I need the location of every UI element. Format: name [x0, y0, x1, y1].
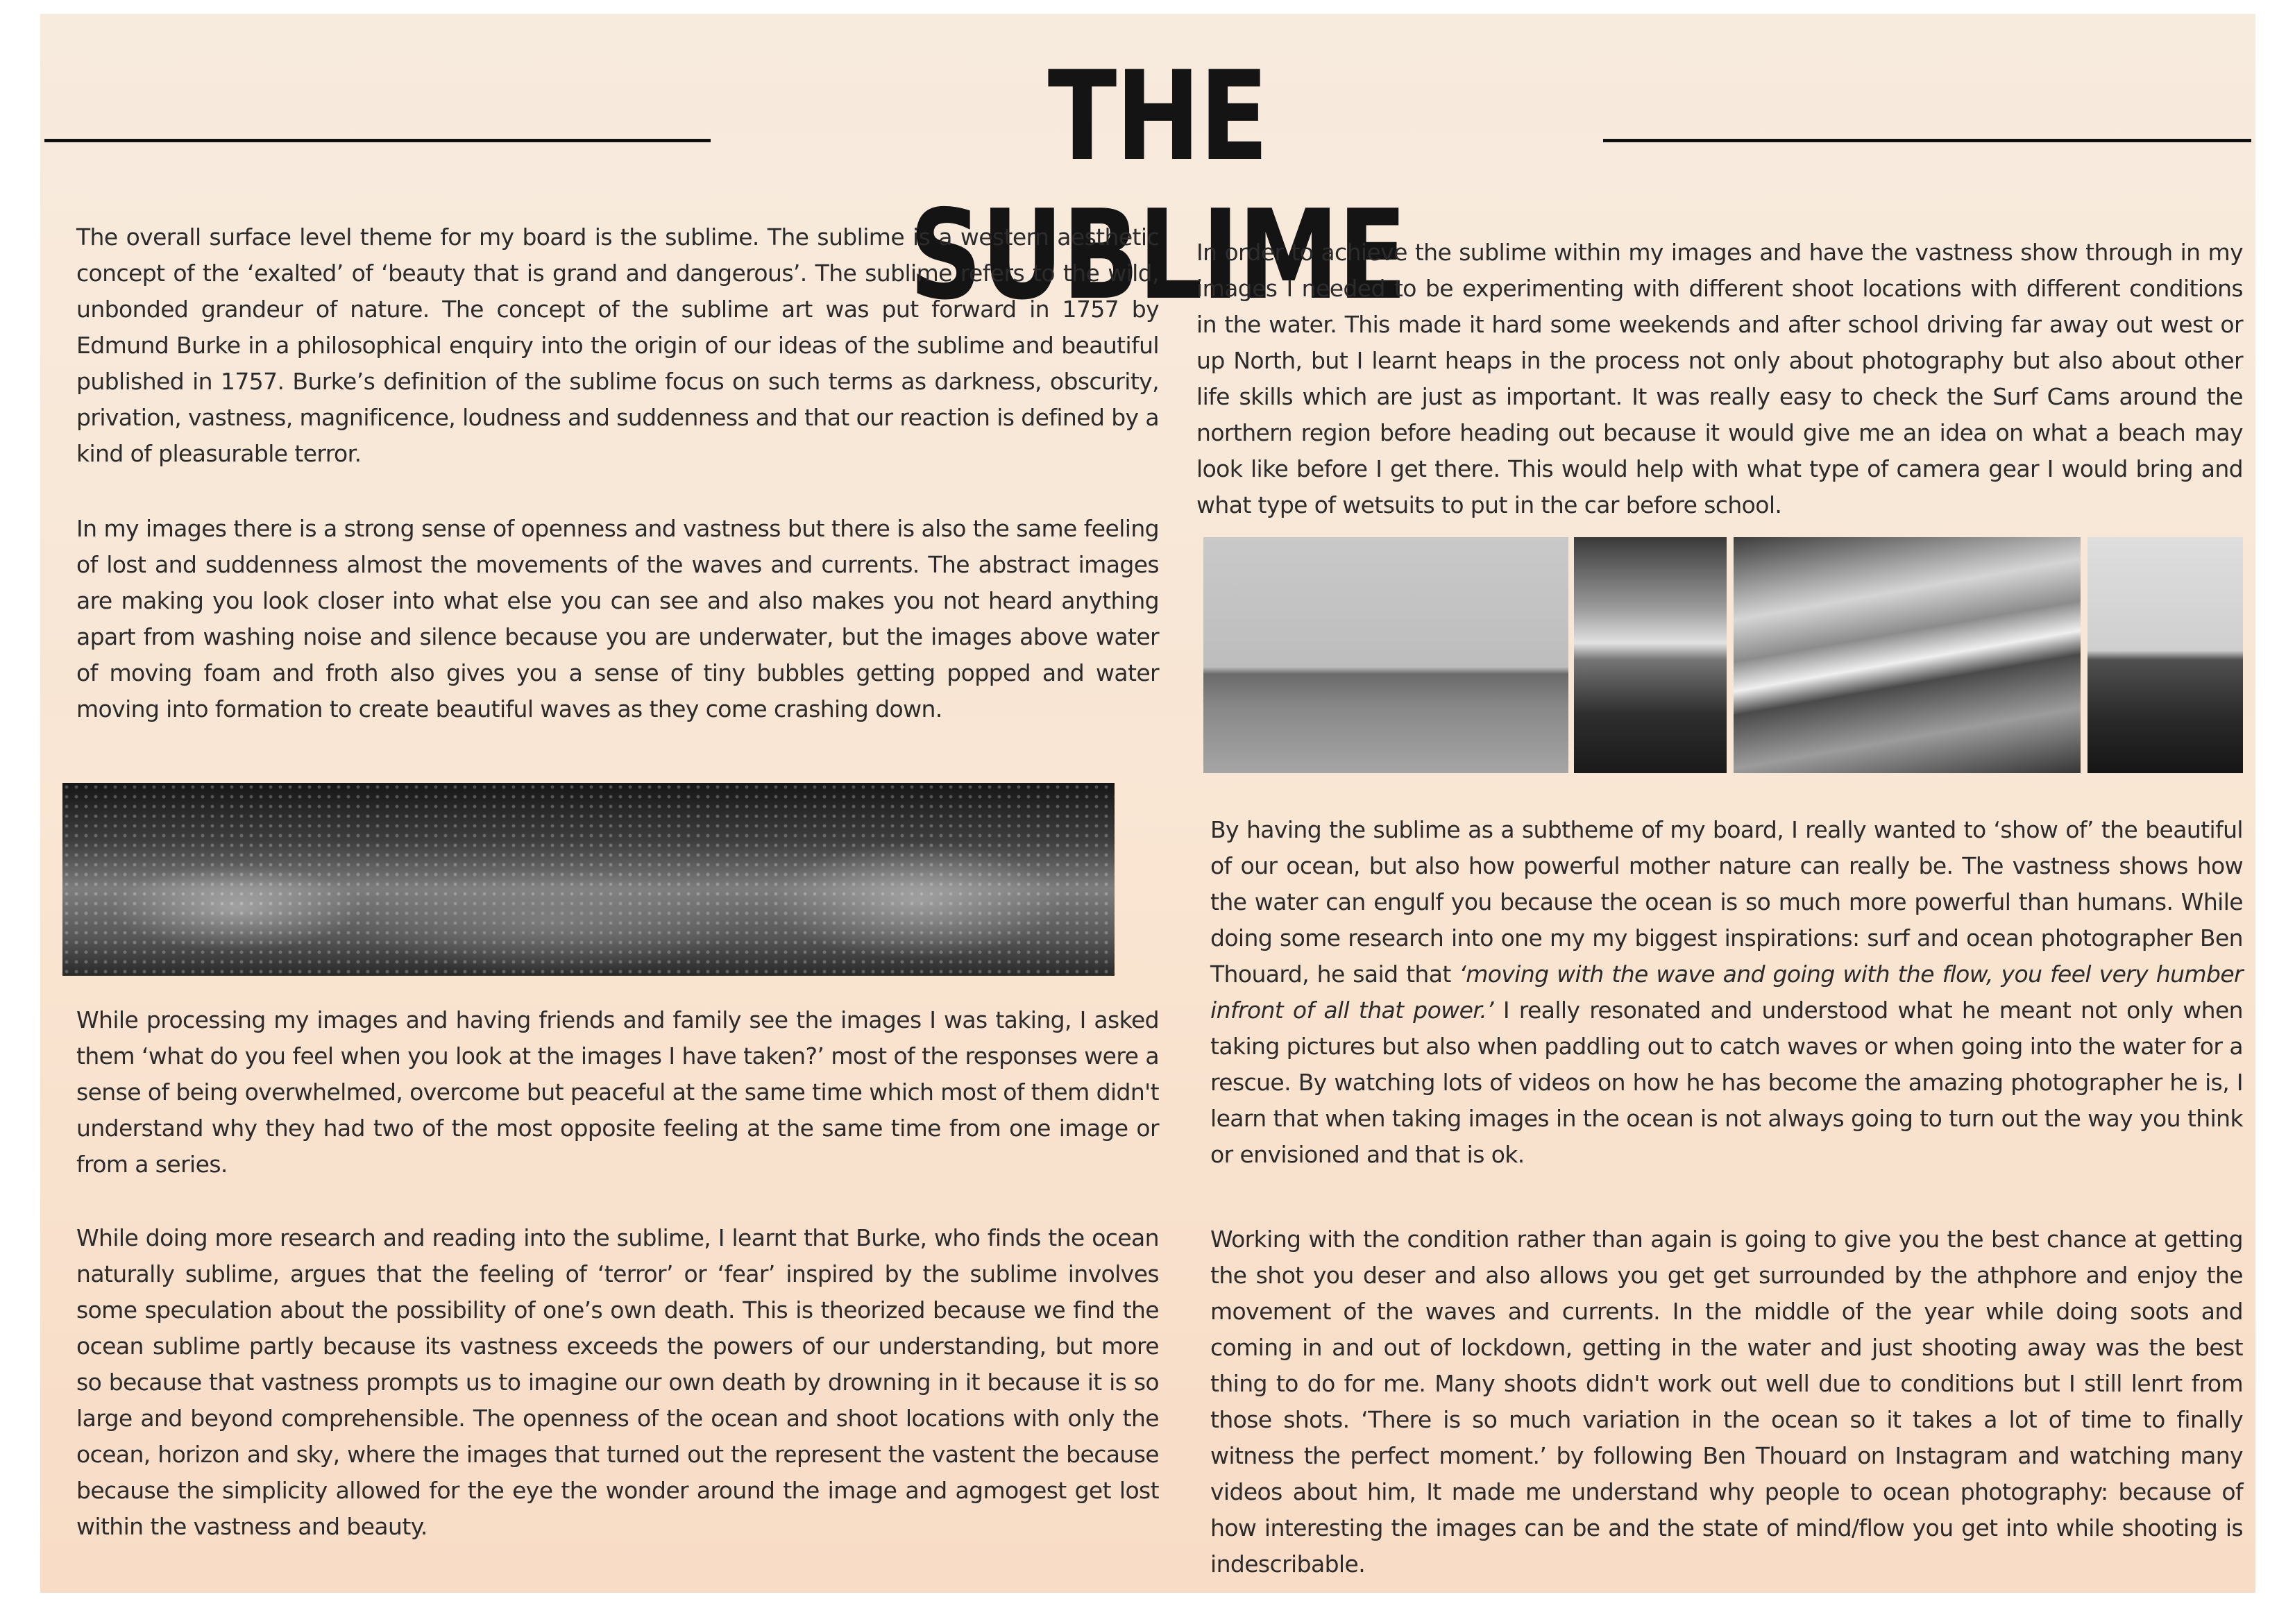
paragraph-shoot-locations: In order to achieve the sublime within my images and have the vastness show through in my images I needed to be experimenting with different shoot locations with different conditions in the water. This made it hard some weekends and after school driving far away out west or up North, but I learnt heaps in the process not only about photography but also about other life skills which are just as important. It was really easy to check the Surf Cams around the northern region before heading out because it would give me an idea on what a beach may look like before I get there. This would help with what type of camera gear I would bring and what type of wetsuits to put in the car before school. [1196, 239, 2243, 518]
ocean-horizon-photo-1 [1203, 537, 1568, 773]
paragraph-burke-research: While doing more research and reading into the sublime, I learnt that Burke, who finds the ocean naturally sublime, argues that the feeling of ‘terror’ or ‘fear’ inspired by the sublime involves some speculation about the possibility of one’s own death. This is theorized because we find the ocean sublime partly because its vastness exceeds the powers of our understanding, but more so because that vastness prompts us to imagine our own death by drowning in it because it is so large and beyond comprehensible. The openness of the ocean and shoot locations with only the ocean, horizon and sky, where the images that turned out the represent the vastent the because because the simplicity allowed for the eye the wonder around the image and agmogest get lost within the vastness and beauty. [76, 1224, 1159, 1540]
page-title: THE SUBLIME [909, 44, 1406, 327]
title-rule-left [44, 139, 711, 142]
ocean-horizon-photo-3 [1734, 537, 2081, 773]
title-rule-right [1603, 139, 2251, 142]
paragraph-friends-feedback: While processing my images and having friends and family see the images I was taking, I asked them ‘what do you feel when you look at the images I have taken?’ most of the responses were a sense of being overwhelmed, overcome but peaceful at the same time which most of them didn't understand why they had two of the most opposite feeling at the same time from one image or from a series. [76, 1006, 1159, 1178]
title-row [40, 44, 2255, 327]
foam-water-photo [62, 783, 1115, 976]
paragraph-ben-thouard-rest: I really resonated and understood what he meant not only when taking pictures but also when paddling out to catch waves or when going into the water for a rescue. By watching lots of videos on how he has become the amazing photographer he is, I learn that when taking images in the ocean is not always going to turn out the way you think or envisioned and that is ok. [1210, 997, 2243, 1168]
paragraph-sublime-definition: The overall surface level theme for my board is the sublime. The sublime is a western aesthetic concept of the ‘exalted’ of ‘beauty that is grand and dangerous’. The sublime refers to the wild, unbonded grandeur of nature. The concept of the sublime art was put forward in 1757 by Edmund Burke in a philosophical enquiry into the origin of our ideas of the sublime and beautiful published in 1757. Burke’s definition of the sublime focus on such terms as darkness, obscurity, privation, vastness, magnificence, loudness and suddenness and that our reaction is defined by a kind of pleasurable terror. [76, 223, 1159, 467]
ben-thouard-quote: ‘moving with the wave and going with the flow, you feel very humber infront of all that power.’ [1210, 961, 2243, 1024]
ocean-horizon-photo-4 [2087, 537, 2243, 773]
paragraph-ben-thouard-intro: By having the sublime as a subtheme of my board, I really wanted to ‘show of’ the beautiful of our ocean, but also how powerful mother nature can really be. The vastness shows how the water can engulf you because the ocean is so much more powerful than humans. While doing some research into one my my biggest inspirations: surf and ocean photographer Ben Thouard, he said that [1210, 816, 2243, 988]
ocean-horizon-photo-2 [1574, 537, 1727, 773]
paragraph-ben-thouard [1210, 812, 2243, 1173]
poster-board [40, 14, 2255, 1593]
paragraph-openness-vastness: In my images there is a strong sense of openness and vastness but there is also the same feeling of lost and suddenness almost the movements of the waves and currents. The abstract images are making you look closer into what else you can see and also makes you not heard anything apart from washing noise and silence because you are underwater, but the images above water of moving foam and froth also gives you a sense of tiny bubbles getting popped and water moving into formation to create beautiful waves as they come crashing down. [76, 515, 1159, 722]
paragraph-working-with-conditions: Working with the condition rather than again is going to give you the best chance at getting the shot you deser and also allows you get get surrounded by the athphore and enjoy the movement of the waves and currents. In the middle of the year while doing soots and coming in and out of lockdown, getting in the water and just shooting away was the best thing to do for me. Many shoots didn't work out well due to conditions but I still lenrt from those shots. ‘There is so much variation in the ocean so it takes a lot of time to finally witness the perfect moment.’ by following Ben Thouard on Instagram and watching many videos about him, It made me understand why people to ocean photography: because of how interesting the images can be and the state of mind/flow you get into while shooting is indescribable. [1210, 1226, 2243, 1578]
